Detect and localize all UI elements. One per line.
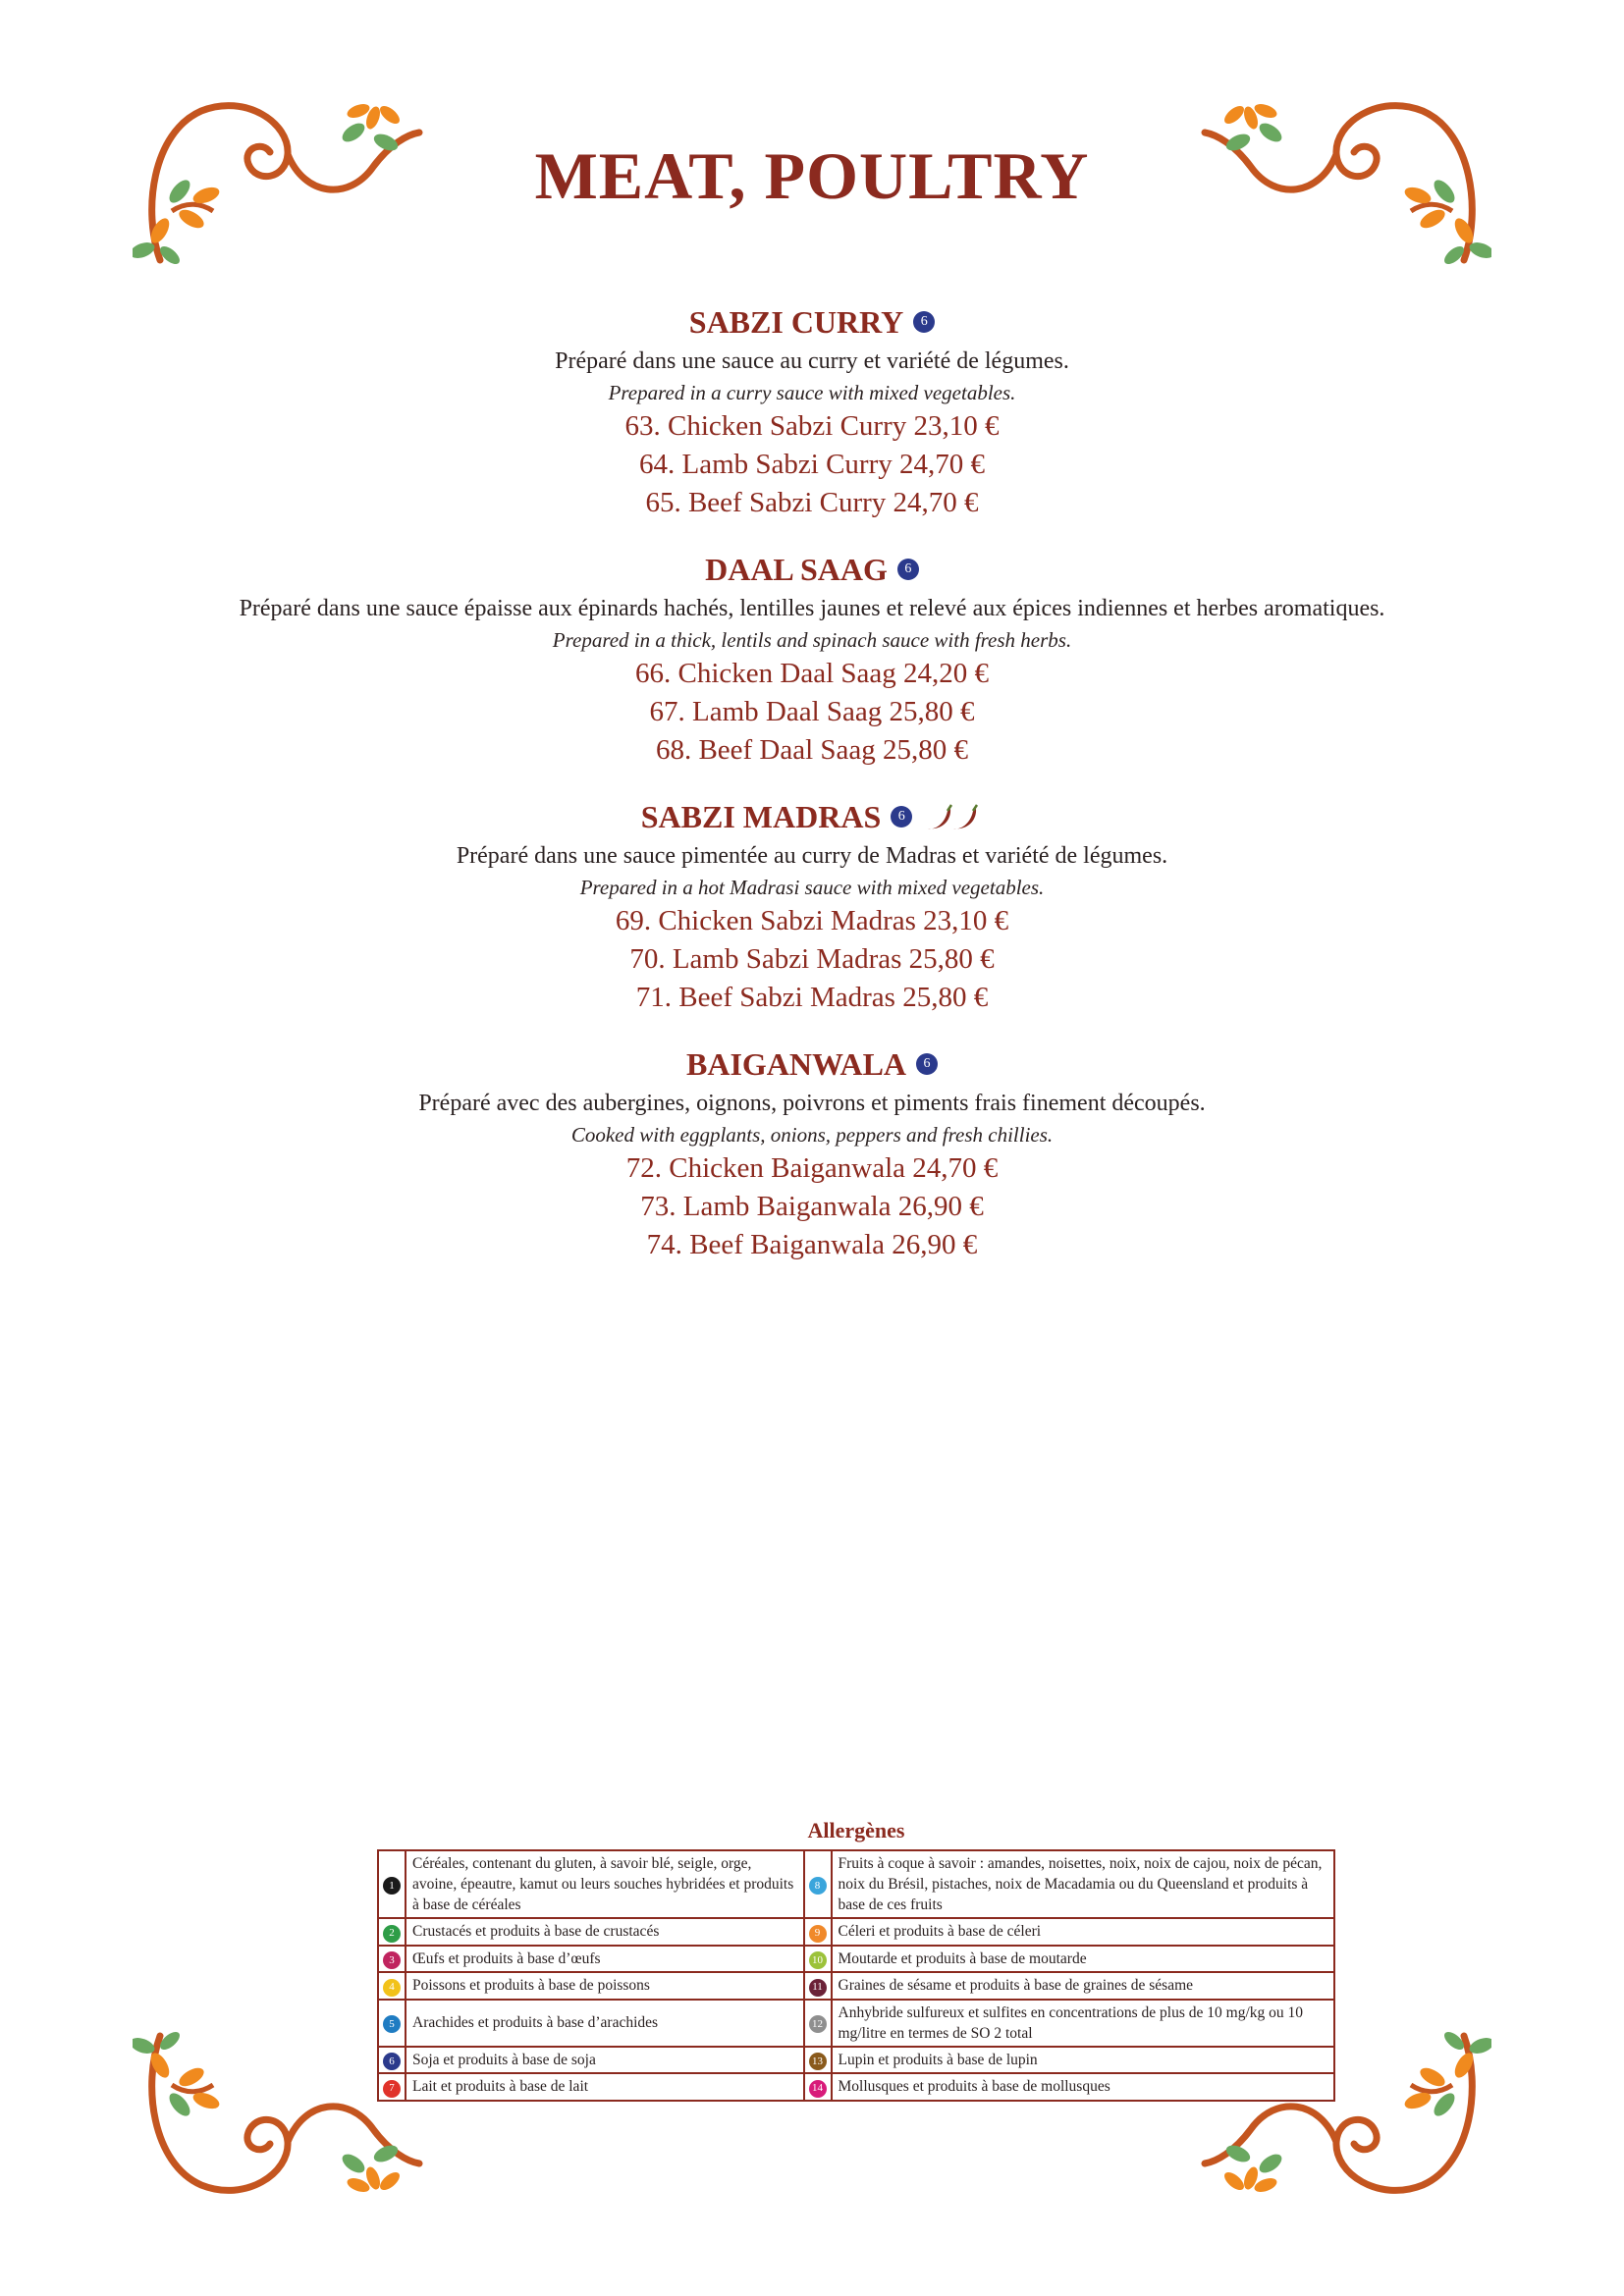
allergen-number-cell — [378, 2073, 406, 2101]
menu-section — [0, 797, 1624, 1017]
allergen-number-cell — [378, 1918, 406, 1946]
allergen-number-badge: 2 — [383, 1925, 401, 1943]
allergen-number-badge: 10 — [809, 1951, 827, 1969]
allergen-number-cell — [804, 2000, 832, 2047]
allergen-description: Lupin et produits à base de lupin — [832, 2047, 1335, 2074]
allergen-number-cell — [804, 1946, 832, 1973]
menu-item: 63. Chicken Sabzi Curry 23,10 € — [624, 410, 1000, 442]
allergen-description: Poissons et produits à base de poissons — [406, 1972, 804, 2000]
allergen-number-badge: 1 — [383, 1877, 401, 1895]
menu-item: 65. Beef Sabzi Curry 24,70 € — [645, 487, 979, 518]
allergen-number-badge: 5 — [383, 2015, 401, 2033]
allergen-row — [378, 1850, 1334, 1918]
menu-item: 71. Beef Sabzi Madras 25,80 € — [635, 982, 989, 1013]
allergen-number-badge: 3 — [383, 1951, 401, 1969]
allergen-description: Céréales, contenant du gluten, à savoir blé, seigle, orge, avoine, épeautre, kamut ou leurs souches hybridées et produits à base de céréales — [406, 1850, 804, 1918]
menu-sections — [0, 302, 1624, 1292]
section-heading — [641, 797, 983, 836]
menu-item: 72. Chicken Baiganwala 24,70 € — [625, 1152, 999, 1184]
description-french: Préparé dans une sauce pimentée au curry de Madras et variété de légumes. — [456, 843, 1168, 869]
menu-section — [0, 550, 1624, 770]
description-english: Cooked with eggplants, onions, peppers and fresh chillies. — [570, 1123, 1054, 1147]
menu-item: 73. Lamb Baiganwala 26,90 € — [640, 1191, 984, 1222]
description-english: Prepared in a hot Madrasi sauce with mixed vegetables. — [579, 876, 1045, 899]
section-title: DAAL SAAG — [705, 552, 888, 587]
allergen-number-cell — [378, 2047, 406, 2074]
allergen-row — [378, 2073, 1334, 2101]
allergens-title: Allergènes — [807, 1818, 905, 1842]
allergen-badge: 6 — [913, 311, 935, 333]
menu-section — [0, 1044, 1624, 1264]
allergen-number-badge: 14 — [809, 2080, 827, 2098]
allergen-description: Mollusques et produits à base de mollusques — [832, 2073, 1335, 2101]
allergen-badge: 6 — [916, 1053, 938, 1075]
allergen-row — [378, 1946, 1334, 1973]
allergens-table-block — [377, 1818, 1335, 2102]
menu-item: 74. Beef Baiganwala 26,90 € — [646, 1229, 978, 1260]
section-title: BAIGANWALA — [685, 1046, 907, 1082]
allergen-row — [378, 2000, 1334, 2047]
allergen-description: Crustacés et produits à base de crustacés — [406, 1918, 804, 1946]
menu-item: 70. Lamb Sabzi Madras 25,80 € — [629, 943, 995, 975]
description-french: Préparé avec des aubergines, oignons, poivrons et piments frais finement découpés. — [418, 1091, 1206, 1116]
allergen-number-cell — [378, 1946, 406, 1973]
allergen-number-badge: 13 — [809, 2053, 827, 2070]
section-heading — [686, 1044, 938, 1084]
allergen-number-badge: 6 — [383, 2053, 401, 2070]
allergen-number-badge: 9 — [809, 1925, 827, 1943]
description-french: Préparé dans une sauce épaisse aux épinards hachés, lentilles jaunes et relevé aux épices indiennes et herbes aromatiques. — [239, 596, 1385, 621]
allergen-description: Moutarde et produits à base de moutarde — [832, 1946, 1335, 1973]
allergen-number-badge: 7 — [383, 2080, 401, 2098]
allergen-description: Céleri et produits à base de céleri — [832, 1918, 1335, 1946]
section-heading — [705, 550, 919, 589]
allergen-row — [378, 1918, 1334, 1946]
allergen-badge: 6 — [897, 559, 919, 580]
description-french: Préparé dans une sauce au curry et variété de légumes. — [555, 348, 1069, 374]
menu-item: 67. Lamb Daal Saag 25,80 € — [649, 696, 975, 727]
allergen-number-cell — [378, 2000, 406, 2047]
section-title: SABZI CURRY — [688, 304, 904, 340]
allergen-number-cell — [804, 1918, 832, 1946]
menu-item: 68. Beef Daal Saag 25,80 € — [655, 734, 969, 766]
allergen-row — [378, 2047, 1334, 2074]
page-title: MEAT, POULTRY — [534, 138, 1090, 213]
allergen-row — [378, 1972, 1334, 2000]
description-english: Prepared in a thick, lentils and spinach sauce with fresh herbs. — [552, 628, 1072, 652]
allergen-number-badge: 11 — [809, 1979, 827, 1997]
allergen-number-cell — [378, 1972, 406, 2000]
allergen-description: Fruits à coque à savoir : amandes, noisettes, noix, noix de cajou, noix de pécan, noix du Brésil, pistaches, noix de Macadamia ou du Queensland et produits à base de ces fruits — [832, 1850, 1335, 1918]
allergen-description: Anhybride sulfureux et sulfites en concentrations de plus de 10 mg/kg ou 10 mg/litre en termes de SO 2 total — [832, 2000, 1335, 2047]
description-english: Prepared in a curry sauce with mixed vegetables. — [608, 381, 1016, 404]
allergen-description: Graines de sésame et produits à base de graines de sésame — [832, 1972, 1335, 2000]
menu-item: 69. Chicken Sabzi Madras 23,10 € — [615, 905, 1009, 936]
allergen-number-cell — [378, 1850, 406, 1918]
allergen-number-cell — [804, 1972, 832, 2000]
allergen-number-cell — [804, 2073, 832, 2101]
menu-item: 64. Lamb Sabzi Curry 24,70 € — [639, 449, 985, 480]
allergen-description: Arachides et produits à base d’arachides — [406, 2000, 804, 2047]
allergen-description: Lait et produits à base de lait — [406, 2073, 804, 2101]
allergen-number-badge: 8 — [809, 1877, 827, 1895]
allergen-description: Soja et produits à base de soja — [406, 2047, 804, 2074]
section-title: SABZI MADRAS — [640, 799, 882, 834]
section-heading — [689, 302, 935, 342]
allergen-badge: 6 — [891, 806, 912, 828]
menu-item: 66. Chicken Daal Saag 24,20 € — [634, 658, 989, 689]
allergens-table — [377, 1849, 1335, 2102]
menu-section — [0, 302, 1624, 522]
allergen-description: Œufs et produits à base d’œufs — [406, 1946, 804, 1973]
allergen-number-cell — [804, 2047, 832, 2074]
chili-pepper-icon — [922, 802, 983, 831]
allergen-number-cell — [804, 1850, 832, 1918]
allergen-number-badge: 4 — [383, 1979, 401, 1997]
allergen-number-badge: 12 — [809, 2015, 827, 2033]
